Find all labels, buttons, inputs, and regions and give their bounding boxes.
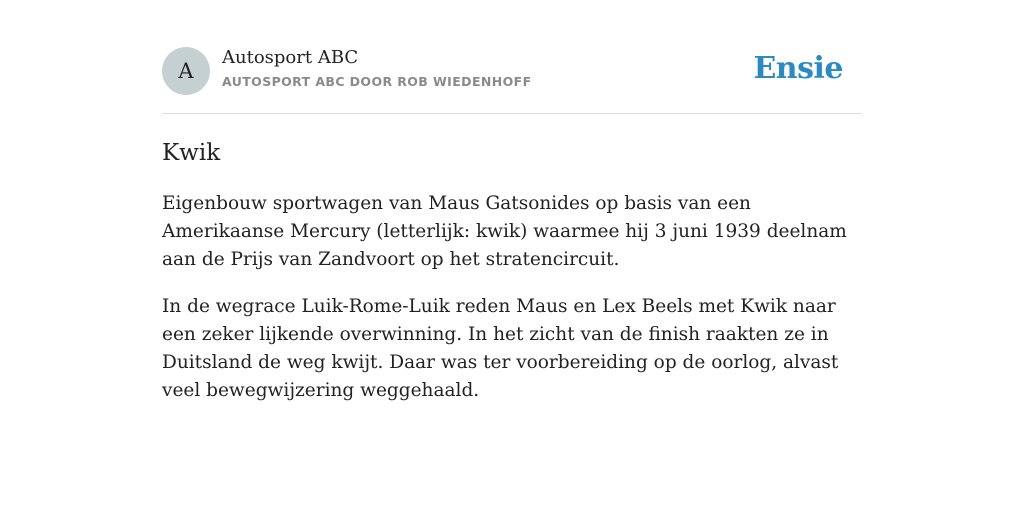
source-name[interactable]: Autosport ABC [222, 47, 359, 68]
paragraph: Eigenbouw sportwagen van Maus Gatsonides op basis van een Amerikaanse Mercury (letterlijk: kwik) waarmee hij 3 juni 1939 deelnam aan de Prijs van Zandvoort op het stratencircuit. [162, 193, 847, 270]
source-header [162, 0, 862, 114]
source-subtitle: AUTOSPORT ABC DOOR ROB WIEDENHOFF [222, 74, 532, 89]
paragraph: In de wegrace Luik-Rome-Luik reden Maus en Lex Beels met Kwik naar een zeker lijkende overwinning. In het zicht van de finish raakten ze in Duitsland de weg kwijt. Daar was ter voorbereiding op de oorlog, alvast veel bewegwijzering weggehaald. [162, 296, 839, 401]
card [162, 0, 862, 401]
entry-title: Kwik [162, 140, 221, 166]
entry-body [162, 190, 862, 424]
avatar[interactable]: A [162, 47, 210, 95]
brand-logo[interactable]: Ensie [753, 51, 843, 86]
